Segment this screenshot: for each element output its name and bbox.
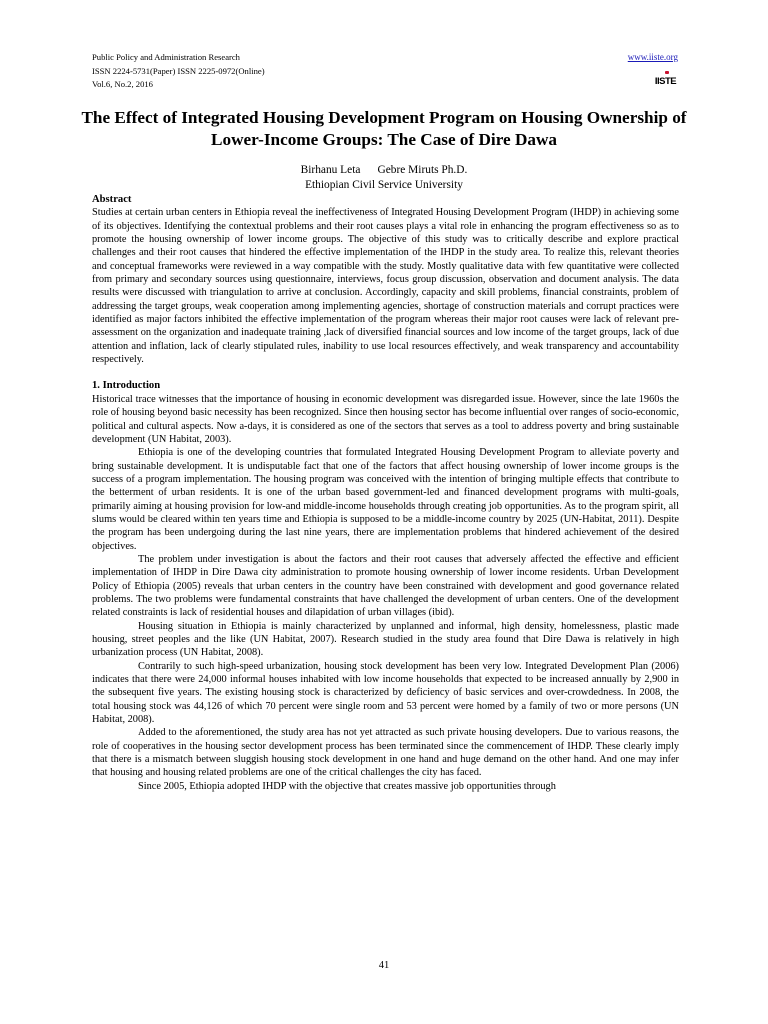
- section-spacer: [92, 366, 679, 379]
- journal-header: [92, 51, 512, 92]
- abstract-text: Studies at certain urban centers in Ethiopia reveal the ineffectiveness of Integrated Housing Development Program (IHDP) in achieving some of its objectives. Identifying the contextual problems and their root causes plays a vital role in enhancing the program effectiveness so as to promote the housing ownership of lower income groups. The objective of this study was to critically describe and explore practical challenges and their root causes that hindered the effective implementation of the IHDP in the study area. To realize this, relevant theories and conceptual frameworks were reviewed in a way compatible with the study. Mostly qualitative data with few quantitative were collected from primary and secondary sources using questionnaire, interviews, focus group discussion, observation and document analysis. The data results were discussed with triangulation to arrive at conclusion. Accordingly, capacity and skill problems, financial constraints, problem of addressing the target groups, weak cooperation among implementing agencies, shortage of construction materials and corrupt practices were identified as major factors inhibited the effective implementation of the program whereas their major root causes were lack of relevant pre-assessment on the organization and inadequate training ,lack of diversified financial sources and low income of the target groups, lack of due attention and inflation, lack of clearly stipulated rules, inability to use local resources effectively, and weak transparency and accountability respectively.: [92, 207, 679, 366]
- journal-issn: ISSN 2224-5731(Paper) ISSN 2225-0972(Online): [92, 65, 265, 76]
- logo-text: IISTE: [654, 76, 677, 87]
- author-affiliation: Ethiopian Civil Service University: [305, 179, 463, 191]
- website-link[interactable]: www.iiste.org: [627, 52, 678, 62]
- intro-paragraph-4: Housing situation in Ethiopia is mainly characterized by unplanned and informal, high density, homelessness, plastic made housing, street peoples and the like (UN Habitat, 2007). Research studied in the study area found that Dire Dawa is relatively in high urbanization process (UN Habitat, 2008).: [92, 620, 679, 659]
- logo-red-mark: [665, 71, 669, 74]
- intro-paragraph-2: Ethiopia is one of the developing countries that formulated Integrated Housing Development Program to alleviate poverty and bring sustainable development. It is undisputable fact that one of the factors that affect housing ownership of lower income groups is the success of a program implementation. The housing program was conceived with the intention of bringing multiple effects that contribute to the betterment of urban residents. It is one of the urban based government-led and financed development programs with multi-goals, primarily aiming at housing provision for low-and middle-income households through creating job opportunities. As to the program spirit, all slums would be cleared within ten years time and Ethiopia is supposed to be a middle-income country by 2025 (UN-Habitat, 2011). Despite the program has been undergoing during the last nine years, there are implementation problems that hindered achievement of the desired objectives.: [92, 447, 679, 552]
- iiste-logo: [652, 68, 679, 92]
- journal-name: Public Policy and Administration Research: [92, 52, 240, 62]
- abstract-heading: Abstract: [92, 194, 132, 205]
- intro-paragraph-5: Contrarily to such high-speed urbanization, housing stock development has been very low. Integrated Development Plan (2006) indicates that there were 24,000 informal houses inhabited with low income households that expected to be increased annually by 2,900 in the subsequent five years. The existing housing stock is characterized by deficiency of basic services and over-crowdedness. In 2008, the total housing stock was 44,126 of which 70 percent were single room and 53 percent were homed by a family of two or more persons (UN Habitat, 2008).: [92, 660, 679, 726]
- intro-paragraph-6: Added to the aforementioned, the study area has not yet attracted as such private housing developers. Due to various reasons, the role of cooperatives in the housing sector development process has been terminated since the commencement of IHDP. These clearly imply that there is a mismatch between sluggish housing stock development in one hand and huge demand on the other hand. And one may infer that housing and housing related problems are one of the critical challenges the city has faced.: [92, 727, 679, 779]
- paper-body: [92, 193, 679, 793]
- paper-title: The Effect of Integrated Housing Development Program on Housing Ownership of Lower-Income Groups: The Case of Dire Dawa: [81, 108, 687, 149]
- intro-paragraph-1: Historical trace witnesses that the importance of housing in economic development was disregarded issue. However, since the late 1960s the role of housing beyond basic necessity has been recognized. Since then housing sector has become influential over ranges of socio-economic, political and cultural aspects. Now a-days, it is considered as one of the sectors that serves as a tool to address poverty and bring sustainable development (UN Habitat, 2003).: [92, 393, 679, 445]
- paper-authors: Birhanu Leta Gebre Miruts Ph.D.: [300, 164, 468, 176]
- journal-volume: Vol.6, No.2, 2016: [92, 79, 153, 89]
- intro-paragraph-3: The problem under investigation is about the factors and their root causes that adversely affected the effective and efficient implementation of IHDP in Dire Dawa city administration to promote housing ownership of lower income residents. Urban Development Policy of Ethiopia (2005) reveals that urban centers in the country have been constrained with development and good governance related problems. The two problems were fundamental constraints that have challenged the development of urban centers. One of the development related constraints is lack of residential houses and dilapidation of urban villages (ibid).: [92, 553, 679, 619]
- intro-paragraph-7: Since 2005, Ethiopia adopted IHDP with the objective that creates massive job opportunities through: [138, 780, 556, 792]
- introduction-heading: 1. Introduction: [92, 380, 161, 392]
- page-number: 41: [378, 960, 390, 971]
